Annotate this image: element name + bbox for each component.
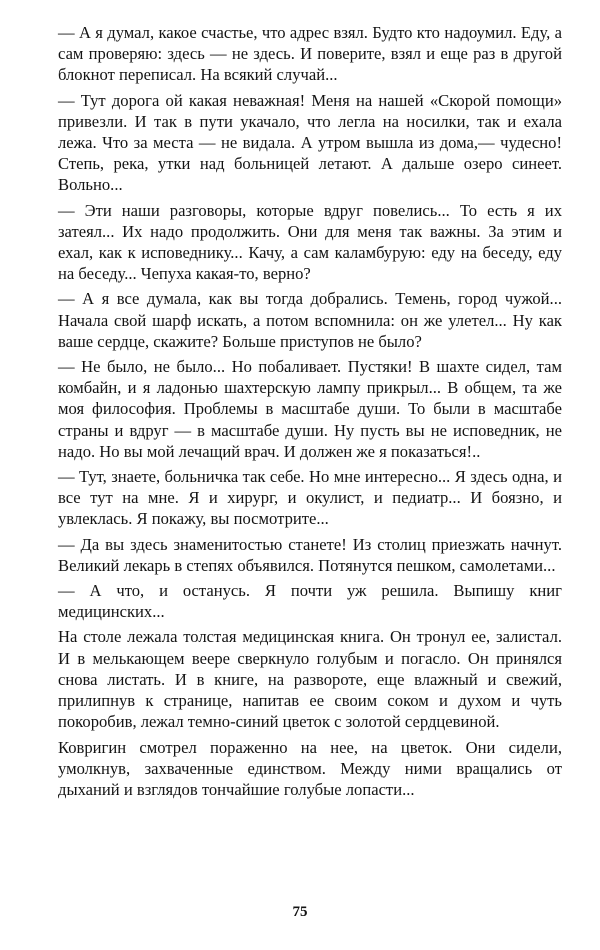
paragraph-1: — А я думал, какое счастье, что адрес взял. Будто кто надоумил. Еду, а сам проверяю: здесь — не здесь. И поверите, взял и еще раз в другой блокнот переписал. На всякий случай... (58, 23, 562, 85)
paragraph-9: На столе лежала толстая медицинская книга. Он тронул ее, залистал. И в мелькающем веере сверкнуло голубым и погасло. Он принялся снова листать. И в книге, на развороте, еще влажный и свежий, прилипнув к странице, напитав ее своим соком и духом и чуть покоробив, лежал темно-синий цветок с золотой сердцевиной. (58, 627, 562, 732)
paragraph-10: Ковригин смотрел пораженно на нее, на цветок. Они сидели, умолкнув, захваченные единством. Между ними вращались от дыханий и взглядов тончайшие голубые лопасти... (58, 737, 562, 799)
paragraph-4: — А я все думала, как вы тогда добрались. Темень, город чужой... Начала свой шарф искать, а потом вспомнила: он же улетел... Ну как ваше сердце, скажите? Больше приступов не было? (58, 289, 562, 351)
paragraph-2: — Тут дорога ой какая неважная! Меня на нашей «Скорой помощи» привезли. И так в пути укачало, что легла на носилки, так и ехала лежа. Что за места — не видала. А утром вышла из дома,— чудесно! Степь, река, утки над больницей летают. А дальше озеро синеет. Вольно... (58, 90, 562, 195)
paragraph-7: — Да вы здесь знаменитостью станете! Из столиц приезжать начнут. Великий лекарь в степях объявился. Потянутся пешком, самолетами... (58, 534, 562, 575)
paragraph-5: — Не было, не было... Но побаливает. Пустяки! В шахте сидел, там комбайн, и я ладонью шахтерскую лампу прикрыл... В общем, та же моя философия. Проблемы в масштабе души. То были в масштабе страны и вдруг — в масштабе души. Ну пусть вы не исповедник, не надо. Но вы мой лечащий врач. И должен же я показаться!.. (58, 357, 562, 461)
page-text-block (58, 22, 562, 800)
paragraph-3: — Эти наши разговоры, которые вдруг повелись... То есть я их затеял... Их надо продолжить. Они для меня так важны. За этим и ехал, как к исповеднику... Качу, а сам каламбурую: еду на беседу, еду на беседу... Чепуха какая-то, верно? (58, 200, 562, 284)
paragraph-6: — Тут, знаете, больничка так себе. Но мне интересно... Я здесь одна, и все тут на мне. Я и хирург, и окулист, и педиатр... И боязно, и увлеклась. Я покажу, вы посмотрите... (58, 467, 562, 529)
page-number: 75 (292, 904, 308, 920)
paragraph-8: — А что, и останусь. Я почти уж решила. Выпишу книг медицинских... (58, 581, 562, 622)
